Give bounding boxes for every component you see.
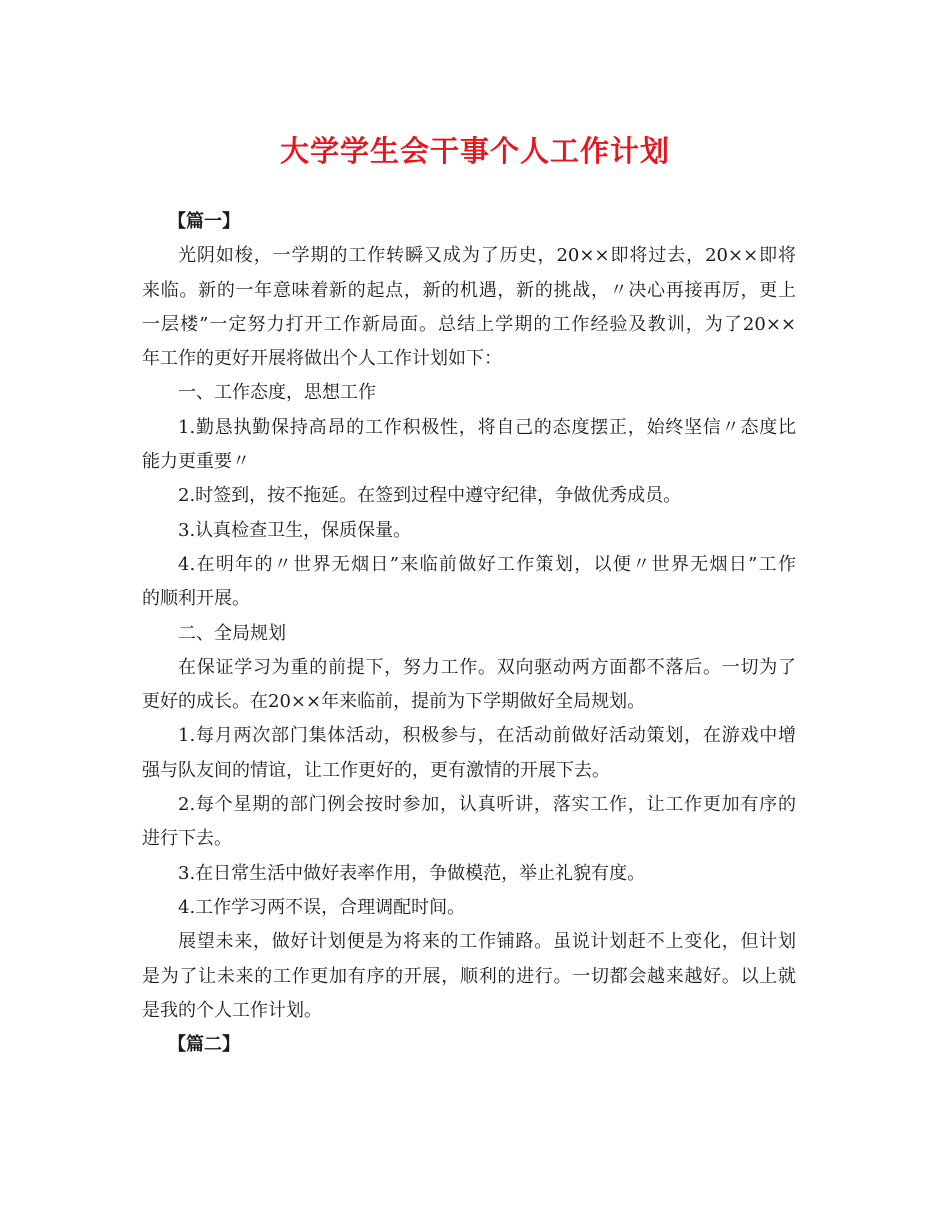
text-line: 是我的个人工作计划。 — [142, 999, 322, 1021]
text-line: 4.工作学习两不误，合理调配时间。 — [178, 896, 466, 918]
text-line: 年工作的更好开展将做出个人工作计划如下： — [142, 348, 502, 370]
text-line: 光阴如梭，一学期的工作转瞬又成为了历史，20××即将过去，20××即将 — [178, 245, 796, 267]
text-line: 更好的成长。在20××年来临前，提前为下学期做好全局规划。 — [142, 691, 646, 713]
text-line: 1.勤恳执勤保持高昂的工作积极性，将自己的态度摆正，始终坚信〃态度比 — [178, 416, 796, 438]
text-line: 3.在日常生活中做好表率作用，争做模范，举止礼貌有度。 — [178, 862, 646, 884]
text-line: 能力更重要〃 — [142, 451, 250, 473]
document-title: 大学学生会干事个人工作计划 — [279, 134, 670, 168]
text-line: 2.每个星期的部门例会按时参加，认真听讲，落实工作，让工作更加有序的 — [178, 794, 796, 816]
text-line: 一层楼”一定努力打开工作新局面。总结上学期的工作经验及教训，为了20×× — [142, 313, 796, 335]
document-body — [142, 205, 796, 1062]
text-line: 是为了让未来的工作更加有序的开展，顺利的进行。一切都会越来越好。以上就 — [142, 965, 796, 987]
text-line: 的顺利开展。 — [142, 588, 250, 610]
text-line: 3.认真检查卫生，保质保量。 — [178, 519, 412, 541]
text-line: 进行下去。 — [142, 828, 232, 850]
text-line: 展望未来，做好计划便是为将来的工作铺路。虽说计划赶不上变化，但计划 — [178, 931, 796, 953]
text-line: 一、工作态度，思想工作 — [178, 382, 376, 404]
text-line: 来临。新的一年意味着新的起点，新的机遇，新的挑战，〃决心再接再厉，更上 — [142, 279, 796, 301]
section-heading: 【篇一】 — [168, 211, 240, 232]
text-line: 在保证学习为重的前提下，努力工作。双向驱动两方面都不落后。一切为了 — [178, 656, 796, 678]
text-line: 2.时签到，按不拖延。在签到过程中遵守纪律，争做优秀成员。 — [178, 485, 682, 507]
text-line: 强与队友间的情谊，让工作更好的，更有激情的开展下去。 — [142, 759, 610, 781]
text-line: 4.在明年的〃世界无烟日”来临前做好工作策划，以便〃世界无烟日”工作 — [178, 553, 796, 575]
section-heading: 【篇二】 — [168, 1034, 240, 1056]
text-line: 二、全局规划 — [178, 622, 286, 644]
text-line: 1.每月两次部门集体活动，积极参与，在活动前做好活动策划，在游戏中增 — [178, 725, 796, 747]
